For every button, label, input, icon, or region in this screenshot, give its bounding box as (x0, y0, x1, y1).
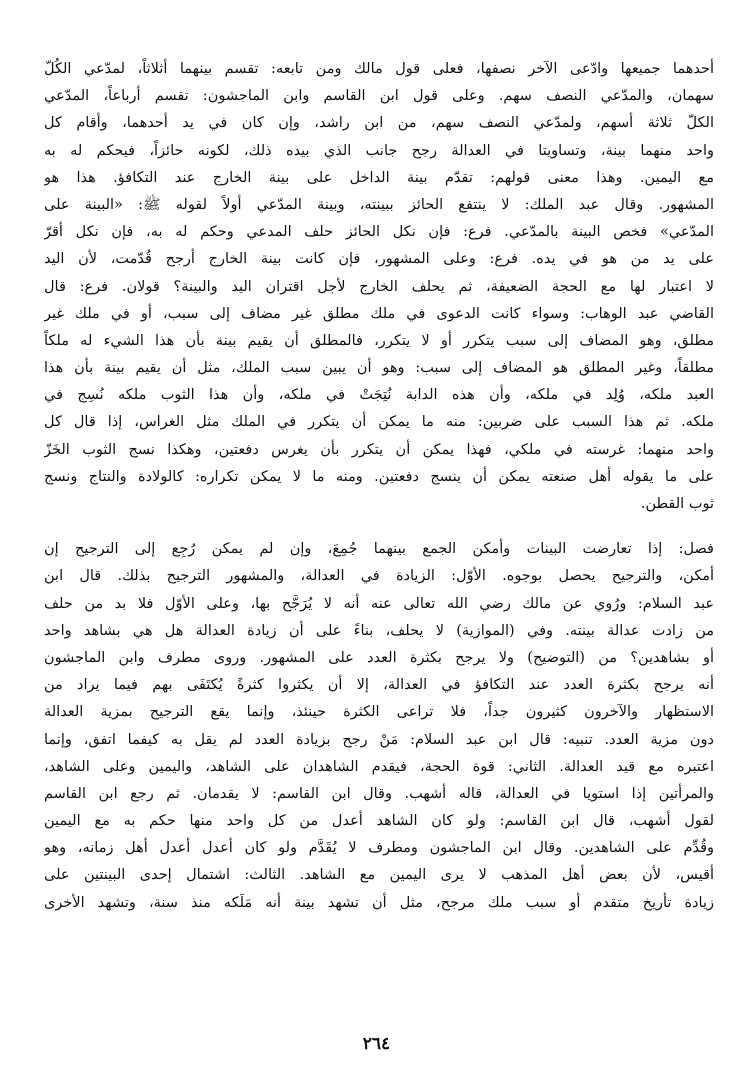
text-line: الكلّ ثلاثة أسهم، ولمدّعي النصف سهم، من ابن راشد، وإن كان في يد أحدهما، وأقام كل (44, 115, 714, 132)
text-line: لقول أشهب، قال ابن القاسم: ولو كان الشاهد أعدل من كل واحد منها حكم به مع اليمين (44, 813, 714, 830)
text-line: فصل: إذا تعارضت البينات وأمكن الجمع بينهما جُمِعَ، وإن لم يمكن رُجِع إلى الترجيح إن (44, 541, 714, 558)
page-number: ٢٦٤ (362, 1034, 391, 1054)
paragraph-2 (44, 536, 714, 917)
text-line: مطلق، وهو المضاف إلى سبب يتكرر أو لا يتكرر، فالمطلق أن يقيم بينة بأن هذا الشيء له ملكاً (44, 332, 714, 349)
text-line: أنه يرجح بكثرة العدد عند التكافؤ في العدالة، إلا أن يكثروا كثرةً يُكتَفَى بهم فيما يراد من (44, 677, 714, 694)
text-line: لا اعتبار لها مع الحجة الضعيفة، ثم يحلف الخارج لأجل اقتران اليد والبينة؟ قولان. فرع: قال (44, 278, 714, 295)
text-line: على يد من هو في يده. فرع: وعلى المشهور، فإن كانت بينة الخارج أرجح قُدّمت، لأن اليد (44, 251, 714, 268)
text-line: المشهور. وقال عبد الملك: لا ينتفع الحائز ببينته، وبينة المدّعي أولاً لقوله ﷺ: «البينة على (44, 196, 714, 213)
paragraph-1 (44, 56, 714, 518)
text-line: أقيس، لأن بعض أهل المذهب لا يرى اليمين مع الشاهد. الثالث: اشتمال إحدى البينتين على (44, 867, 714, 884)
text-line: والمرأتين إذا استويا في العدالة، قاله أشهب. وقال ابن القاسم: لا يقدمان. ثم رجع ابن القاسم (44, 785, 714, 802)
text-line: أو بشاهدين؟ من (التوضيح) ولا يرجح بكثرة العدد على المشهور. وروى مطرف وابن الماجشون (44, 649, 714, 666)
text-line: مع اليمين. وهذا معنى قولهم: تقدّم بينة الداخل على بينة الخارج عند التكافؤ. هذا هو (44, 169, 714, 186)
page-body (44, 56, 714, 917)
text-line: من زادت عدالة بينته. وفي (الموازية) لا يحلف، بناءً على أن زيادة العدالة هل هي بشاهد واحد (44, 622, 714, 639)
text-line: اعتبره مع قيد العدالة. الثاني: قوة الحجة، فيقدم الشاهدان على الشاهد، واليمين وعلى الشاهد، (44, 758, 714, 775)
paragraph-gap (44, 518, 714, 536)
text-line: دون مزية العدد. تنبيه: قال ابن عبد السلام: مَنْ رجح بزيادة العدد لم يقل به كيفما اتفق، وإنما (44, 731, 714, 748)
text-line: على ما يقوله أهل صنعته يمكن أن ينسج دفعتين. ومنه ما لا يمكن تكراره: كالولادة والنتاج ونسج (44, 468, 714, 485)
text-line: زيادة تأريخ متقدم أو سبب ملك مرجح، مثل أن تشهد بينة أنه مَلَكه منذ سنة، وتشهد الأخرى (44, 894, 714, 911)
text-line: وقُدِّم على الشاهدين. وقال ابن الماجشون ومطرف لا يُقَدَّم ولو كان أعدل أعدل أهل زمانه، وهو (44, 840, 714, 857)
text-line: ثوب القطن. (640, 496, 714, 512)
text-line: أحدهما جميعها وادّعى الآخر نصفها، فعلى قول مالك ومن تابعه: تقسم بينهما أثلاثاً، لمدّعي الكُلّ (44, 61, 714, 77)
text-line: عبد السلام: ورُوي عن مالك رضي الله تعالى عنه أنه لا يُرَجَّح بها، وعلى الأوّل فلا بد من حلف (44, 595, 714, 612)
text-line: واحد منهما: غرسته في ملكي، فهذا يمكن أن يتكرر بأن يغرس دفعتين، وهكذا نسج الثوب الخَزّ (44, 441, 714, 458)
text-line: ملكه. ثم هذا السبب على ضربين: منه ما يمكن أن يتكرر في الملك مثل الغراس، إذا قال كل (44, 414, 714, 431)
text-line: الاستظهار والآخرون كثيرون جداً، فلا تراعى الكثرة حينئذ، وإنما يقع الترجيح بمزية العدالة (44, 704, 714, 721)
text-line: مطلقاً، وغير المطلق هو المضاف إلى سبب: وهو أن يبين سبب الملك، مثل أن يقيم بينة بأن هذا (44, 360, 714, 377)
text-line: القاضي عبد الوهاب: وسواء كانت الدعوى في ملك مطلق غير مضاف إلى سبب، أو في ملك غير (44, 305, 714, 322)
text-line: سهمان، والمدّعي النصف سهم. وعلى قول ابن القاسم وابن الماجشون: تقسم أرباعاً، المدّعي (44, 88, 714, 105)
text-line: المدّعي» فخص البينة بالمدّعي. فرع: فإن نكل الحائز حلف المدعي وحكم له به، فإن نكل أقرّ (44, 224, 714, 241)
text-line: العبد ملكه، وُلِد في ملكه، وأن هذه الدابة نُتِجَتْ في ملكه، وأن هذا الثوب ملكه نُسِج في (44, 387, 714, 404)
text-line: أمكن، والترجيح يحصل بوجوه. الأوّل: الزيادة في العدالة، والمشهور الترجيح بذلك. قال ابن (44, 568, 714, 585)
text-line: واحد منهما بينة، وتساويتا في العدالة رجح جانب الذي بيده ذلك، لكونه حائزاً، فيحكم له به (44, 142, 714, 159)
